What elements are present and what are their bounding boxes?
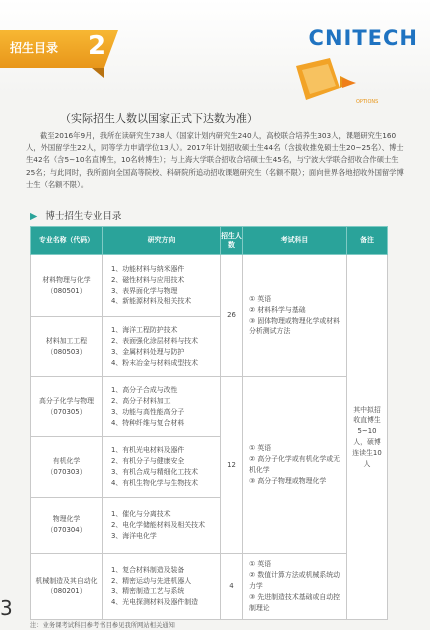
exam-subjects (243, 377, 347, 553)
research-directions (103, 437, 221, 497)
subject-item: ② 数值计算方法或机械系统动力学 (249, 571, 341, 590)
direction-item: 4、新能源材料及相关技术 (111, 297, 192, 306)
subject-item: ② 高分子化学或有机化学或无机化学 (249, 455, 341, 475)
subject-item: ③ 固体物理或物理化学或材料分析测试方法 (249, 316, 341, 336)
section-number: 2 (88, 31, 107, 61)
exam-subjects (243, 255, 347, 377)
enrollment-count: 26 (221, 255, 243, 377)
table-header-row (31, 227, 388, 255)
direction-item: 3、有机合成与精细化工技术 (111, 468, 199, 477)
header-note: 备注 (347, 227, 388, 255)
subject-item: ② 材料科学与基础 (249, 305, 306, 314)
research-directions (103, 317, 221, 377)
options-label: OPTIONS (356, 99, 379, 105)
direction-item: 4、特种纤维与复合材料 (111, 418, 185, 427)
intro-paragraph: 截至2016年9月，我所在读研究生738人（国家计划内研究生240人，高校联合培养生303人，课题研究生160人，外国留学生22人，同等学力申请学位13人）。2017年计划招收硕士生44名（含拔收推免硕士生20~25名）、博士生42名（含5~10名直博生，10名转博生）；与上海大学联合招收合培硕士生45名，与宁波大学联合招收合作硕士生25名；与此同时，我所面向全国高等院校、科研院所追动招收课题研究生（名额不限）；面向世界各地招收外国留学博士生（名额不限）。 (26, 131, 404, 189)
table-row (31, 255, 388, 317)
research-directions (103, 377, 221, 437)
footnote: 注：业务课考试科目参考书目参见我所网站相关通知 (30, 622, 175, 629)
program-name: 材料加工工程（080503） (31, 317, 103, 377)
research-directions (103, 497, 221, 553)
direction-item: 3、功能与高性能高分子 (111, 407, 185, 416)
header-subjects: 考试科目 (243, 227, 347, 255)
research-directions (103, 553, 221, 619)
program-name: 机械制造及其自动化（080201） (31, 553, 103, 619)
direction-item: 1、有机光电材料及器件 (111, 446, 185, 455)
direction-item: 4、有机生物化学与生物技术 (111, 478, 199, 487)
section-title: 博士招生专业目录 (45, 211, 122, 222)
direction-item: 2、电化学储能材料及相关技术 (111, 520, 205, 529)
subject-item: ① 英语 (249, 295, 272, 304)
enrollment-count: 4 (221, 553, 243, 619)
program-name: 物理化学（070304） (31, 497, 103, 553)
research-directions (103, 255, 221, 317)
header-direction: 研究方向 (103, 227, 221, 255)
programs-table (30, 226, 388, 620)
direction-item: 2、表面强化涂层材料与技术 (111, 336, 199, 345)
direction-item: 1、高分子合成与改性 (111, 386, 178, 395)
direction-item: 2、有机分子与健康安全 (111, 457, 185, 466)
direction-item: 2、磁性材料与应用技术 (111, 275, 185, 284)
header-name: 专业名称（代码） (31, 227, 103, 255)
direction-item: 1、海洋工程防护技术 (111, 326, 178, 335)
direction-item: 3、海洋电化学 (111, 531, 157, 540)
direction-item: 1、复合材料制造及装备 (111, 565, 185, 574)
direction-item: 2、精密运动与先进机器人 (111, 576, 192, 585)
direction-item: 4、光电探测材料及器件制造 (111, 598, 199, 607)
ribbon-fold (92, 68, 104, 78)
subject-item: ① 英语 (249, 444, 272, 453)
direction-item: 3、表界面化学与物理 (111, 286, 178, 295)
header-count: 招生人数 (221, 227, 243, 255)
program-name: 高分子化学与物理（070305） (31, 377, 103, 437)
remarks: 其中拟招收直博生5~10人，硕博连读生10人 (347, 255, 388, 620)
cnitech-logo: CNITECH (308, 26, 418, 50)
table-row (31, 377, 388, 437)
direction-item: 4、粉末冶金与材料成型技术 (111, 358, 199, 367)
direction-item: 3、精密制造工艺与系统 (111, 587, 185, 596)
exam-subjects (243, 553, 347, 619)
direction-item: 1、功能材料与纳米器件 (111, 264, 185, 273)
program-name: 有机化学（070303） (31, 437, 103, 497)
program-name: 材料物理与化学（080501） (31, 255, 103, 317)
subtitle: （实际招生人数以国家正式下达数为准） (60, 112, 258, 125)
data-arrow-graphic (296, 58, 358, 100)
section-label: 招生目录 (10, 41, 59, 55)
subject-item: ③ 先进制造技术基础或自动控制理论 (249, 592, 341, 612)
page-number: 3 (0, 596, 13, 620)
enrollment-count: 12 (221, 377, 243, 553)
section-heading (30, 208, 121, 222)
subject-item: ① 英语 (249, 560, 272, 569)
direction-item: 2、高分子材料加工 (111, 397, 171, 406)
subject-item: ③ 高分子物理或物理化学 (249, 476, 327, 485)
table-row (31, 553, 388, 619)
direction-item: 1、催化与分离技术 (111, 510, 171, 518)
direction-item: 3、金属材料处理与防护 (111, 347, 185, 356)
triangle-bullet-icon: ▶ (30, 211, 38, 222)
